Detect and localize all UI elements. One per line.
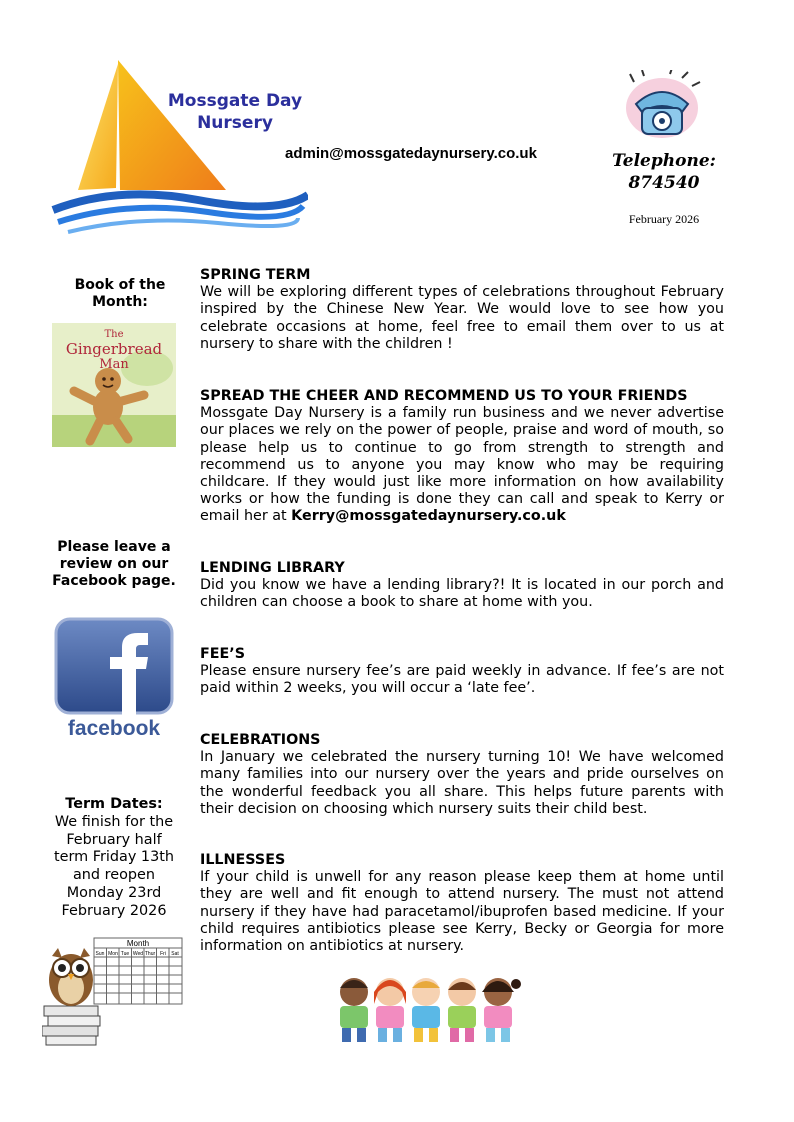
calendar-day: Sun xyxy=(95,951,105,957)
children-group-illustration xyxy=(332,970,527,1045)
sailboat-logo-icon xyxy=(48,60,308,235)
telephone-icon xyxy=(622,70,702,142)
calendar-title: Month xyxy=(126,939,150,948)
term-dates-heading: Term Dates: xyxy=(65,796,163,812)
telephone-block xyxy=(600,150,728,194)
logo-line-2: Nursery xyxy=(197,113,273,133)
article-lending-library xyxy=(200,560,724,612)
book-of-month-heading: Book of the Month: xyxy=(74,277,166,310)
article-heading: SPRING TERM xyxy=(200,267,311,283)
article-illnesses xyxy=(200,852,724,955)
book-title-line-3: Man xyxy=(99,357,129,372)
article-body-text: Mossgate Day Nursery is a family run business and we never advertise our places we rely on the power of people, praise and word of mouth, so please help us to continue to go from strength to strength and recommend us to anyone you may know who may be requiring childcare. If they would just like more information on how availability works or how the funding is done they can call and speak to Kerry or email her at xyxy=(200,405,724,525)
calendar-day: Fri xyxy=(160,951,166,957)
calendar-day: Tue xyxy=(120,951,130,957)
review-request-text: Please leave a review on our Facebook page. xyxy=(52,539,176,589)
facebook-wordmark: facebook xyxy=(67,717,161,740)
term-dates xyxy=(48,796,180,921)
article-body: In January we celebrated the nursery turning 10! We have welcomed many families into our nursery over the years and pride ourselves on the wonderful feedback you all share. This helps future parents with their decision on choosing which nursery suits their child best. xyxy=(200,749,724,817)
logo-line-1: Mossgate Day xyxy=(167,91,303,111)
article-heading: ILLNESSES xyxy=(200,852,286,868)
telephone-label: Telephone: xyxy=(612,151,716,171)
calendar-day: Thur xyxy=(144,951,156,957)
calendar-day: Mon xyxy=(108,951,118,957)
article-body xyxy=(200,405,724,525)
article-heading: LENDING LIBRARY xyxy=(200,560,345,576)
article-heading: FEE’S xyxy=(200,646,246,662)
newsletter-date: February 2026 xyxy=(628,212,700,226)
article-celebrations xyxy=(200,732,724,818)
contact-email[interactable]: admin@mossgatedaynursery.co.uk xyxy=(285,145,537,162)
owl-calendar-illustration xyxy=(42,936,187,1046)
kerry-email-link[interactable]: Kerry@mossgatedaynursery.co.uk xyxy=(291,508,566,525)
book-title-line-2: Gingerbread xyxy=(65,340,163,358)
logo-text xyxy=(160,90,310,134)
article-body: We will be exploring different types of celebrations throughout February inspired by the Chinese New Year. We would love to see how you celebrate occasions at home, feel free to email them over to us at nursery to share with the children ! xyxy=(200,284,724,352)
term-dates-text: We finish for the February half term Friday 13th and reopen Monday 23rd February 2026 xyxy=(53,813,174,919)
facebook-icon xyxy=(54,617,174,715)
article-heading: SPREAD THE CHEER AND RECOMMEND US TO YOUR FRIENDS xyxy=(200,388,688,404)
article-fees xyxy=(200,646,724,698)
book-cover-image xyxy=(52,323,176,447)
article-recommend xyxy=(200,388,724,526)
article-spring-term xyxy=(200,267,724,353)
article-body: Please ensure nursery fee’s are paid weekly in advance. If fee’s are not paid within 2 weeks, you will occur a ‘late fee’. xyxy=(200,663,724,697)
calendar-day: Wed xyxy=(132,951,144,957)
book-title-line-1: The xyxy=(104,329,124,340)
article-body: Did you know we have a lending library?! It is located in our porch and children can choose a book to share at home with you. xyxy=(200,577,724,611)
telephone-number[interactable]: 874540 xyxy=(628,173,700,193)
facebook-link[interactable] xyxy=(54,617,174,741)
article-body: If your child is unwell for any reason please keep them at home until they are well and fit enough to attend nursery. The must not attend nursery if they have had paracetamol/ibuprofen based medicine. If your child requires antibiotics please see Kerry, Becky or Georgia for more information on antibiotics at nursery. xyxy=(200,869,724,955)
article-heading: CELEBRATIONS xyxy=(200,732,321,748)
calendar-day: Sat xyxy=(171,951,179,957)
